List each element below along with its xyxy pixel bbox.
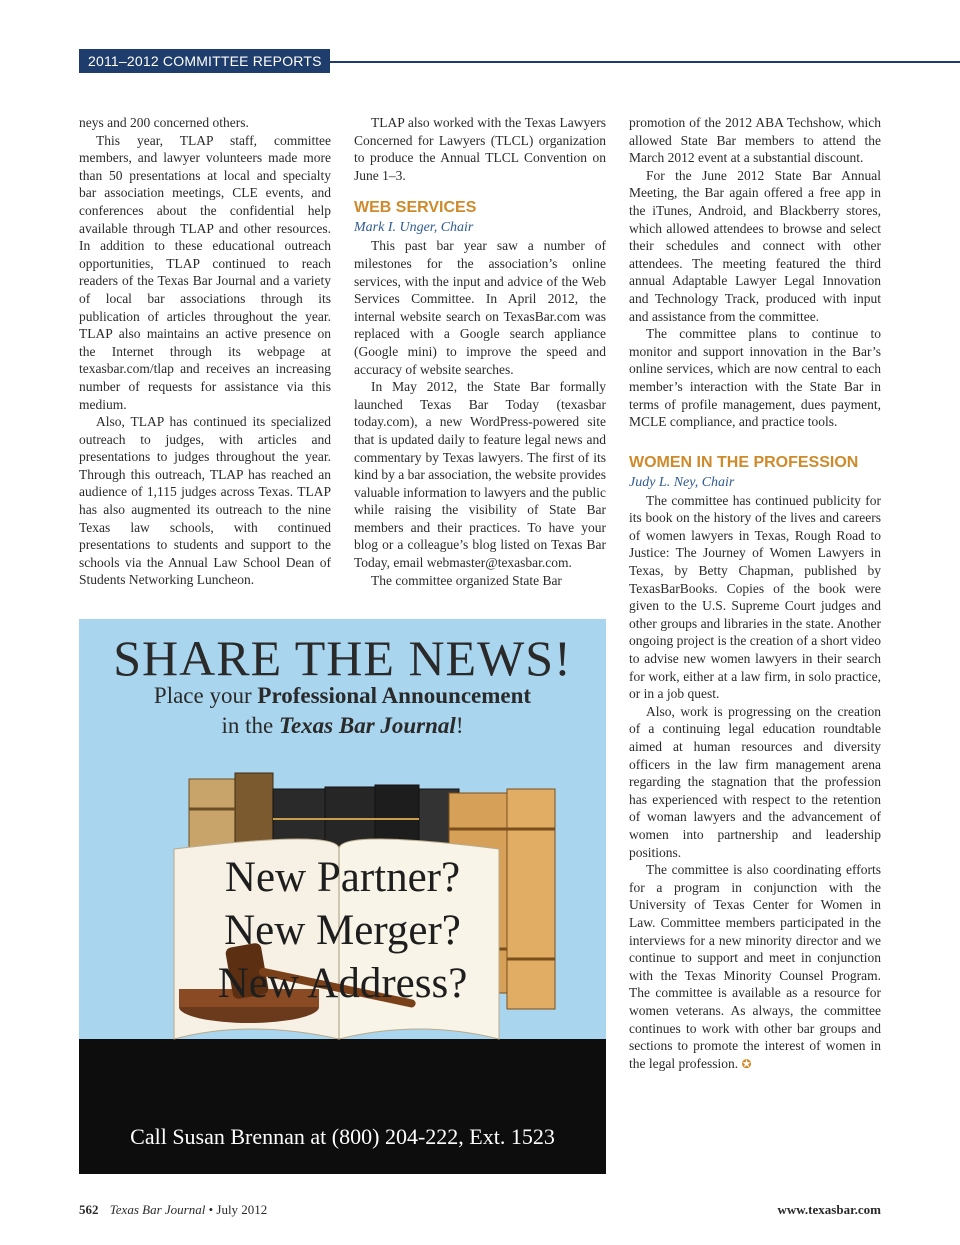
paragraph: Also, TLAP has continued its specialized outreach to judges, with articles and presentations to judges throughout the year. Through this outreach, TLAP has reached an audience of 1,115 judges across Texas. TLAP has also augmented its outreach to the nine Texas law schools, with continued presentations to students and support to the schools via the Annual Law School Dean of Students Networking Luncheon. [79,414,331,588]
ad-question-lines [79,851,606,1010]
paragraph: For the June 2012 State Bar Annual Meeting, the Bar again offered a free app in the iTunes, Android, and Blackberry stores, which allowed attendees to browse and select their schedules and connect with other attendees. The meeting featured the third annual Adaptable Lawyer Legal Innovation and Technology Track, produced with input and assistance from the committee. [629,167,881,324]
paragraph: This year, TLAP staff, committee members, and lawyer volunteers made more than 50 presentations at local and specialty bar association meetings, CLE events, and conferences about the confidential help available through TLAP and other resources. In addition to these educational outreach opportunities, TLAP continued to reach readers of the Texas Bar Journal and a variety of local bar associations through its publication of articles throughout the year. TLAP also maintains an active presence on the Internet through its webpage at texasbar.com/tlap and receives an increasing number of requests for assistance via this medium. [79,132,331,412]
ad-headline: SHARE THE NEWS! [113,630,572,686]
paragraph: promotion of the 2012 ABA Techshow, which allowed State Bar members to attend the March 2012 event at a substantial discount. [629,115,881,166]
separator: • [208,1202,214,1217]
column-2 [354,114,606,589]
ad-subheading-2 [79,713,606,739]
ad-dark-band [79,1039,606,1174]
page-number: 562 [79,1202,99,1217]
journal-title: Texas Bar Journal [109,1202,206,1217]
paragraph [629,861,881,1073]
ad-sub-text: in the [221,713,279,738]
ad-sub-bold: Professional Announcement [257,683,532,708]
ad-line-address: New Address? [217,960,468,1007]
section-chair: Mark I. Unger, Chair [354,220,474,236]
paragraph: TLAP also worked with the Texas Lawyers Concerned for Lawyers (TLCL) organization to produce the Annual TLCL Convention on June 1–3. [354,115,606,183]
ad-sub-text: ! [455,713,464,738]
ad-contact-line: Call Susan Brennan at (800) 204-222, Ext. 1523 [130,1124,555,1149]
section-heading-web-services: WEB SERVICES [354,199,477,217]
paragraph: This past bar year saw a number of milestones for the association’s online services, with the input and advice of the Web Services Committee. In April 2012, the internal website search on TexasBar.com was replaced with a Google search appliance (Google mini) to improve the speed and accuracy of website searches. [354,238,606,377]
section-heading-women: WOMEN IN THE PROFESSION [629,453,859,471]
paragraph: The committee has continued publicity for its book on the history of the lives and careers of women lawyers in Texas, Rough Road to Justice: The Journey of Women Lawyers in Texas, by Betty Chapman, published by TexasBarBooks. Copies of the book were given to the U.S. Supreme Court judges and other groups and libraries in the state. Another ongoing project is the creation of a short video to advise new women lawyers in their search for work, either at a law firm, in solo practice, or in a job quest. [629,492,881,702]
end-mark-icon: ✪ [741,1056,752,1071]
section-header: 2011–2012 COMMITTEE REPORTS [79,49,330,73]
paragraph: Also, work is progressing on the creation of a continuing legal education roundtable aimed at human resources and diversity officers in the law firm management arena regarding the stagnation that the profession has experienced with respect to the retention of woman lawyers and the advancement of women into partnership and leadership positions. [629,703,881,860]
footer-left [79,1202,267,1218]
issue-date: July 2012 [216,1202,268,1217]
section-chair: Judy L. Ney, Chair [629,474,735,490]
paragraph: The committee plans to continue to monitor and support innovation in the Bar’s online services, which are now central to each member’s interaction with the State Bar in terms of profile management, dues payment, MCLE compliance, and practice tools. [629,326,881,430]
ad-line-partner: New Partner? [224,854,461,901]
advertisement[interactable] [79,619,606,1174]
journal-name: Texas Bar Journal [279,713,456,738]
ad-sub-text: Place your [153,683,258,708]
paragraph: In May 2012, the State Bar formally launched Texas Bar Today (texasbar today.com), a new WordPress-powered site that is updated daily to feature legal news and commentary by Texas lawyers. The first of its kind by a bar association, the website provides valuable information to lawyers and the public while raising the visibility of State Bar members and their practices. To have your blog or a colleague’s blog listed on Texas Bar Today, email webmaster@texasbar.com. [354,379,606,571]
column-3 [629,114,881,1073]
ad-subheading [79,683,606,709]
paragraph: neys and 200 concerned others. [79,115,249,130]
ad-line-merger: New Merger? [224,907,461,954]
paragraph: The committee organized State Bar [371,572,562,588]
column-1 [79,114,331,589]
paragraph-text: The committee is also coordinating efforts for a program in conjunction with the University of Texas Center for Women in Law. Committee members participated in the interviews for a new minority director and we continue to support and meet in conjunction with the Texas Minority Counsel Program. The committee is available as a resource for women veterans. As always, the committee continues to work with other bar groups and sections to promote the interest of women in the legal profession. [629,862,881,1071]
footer-url[interactable]: www.texasbar.com [777,1202,881,1217]
